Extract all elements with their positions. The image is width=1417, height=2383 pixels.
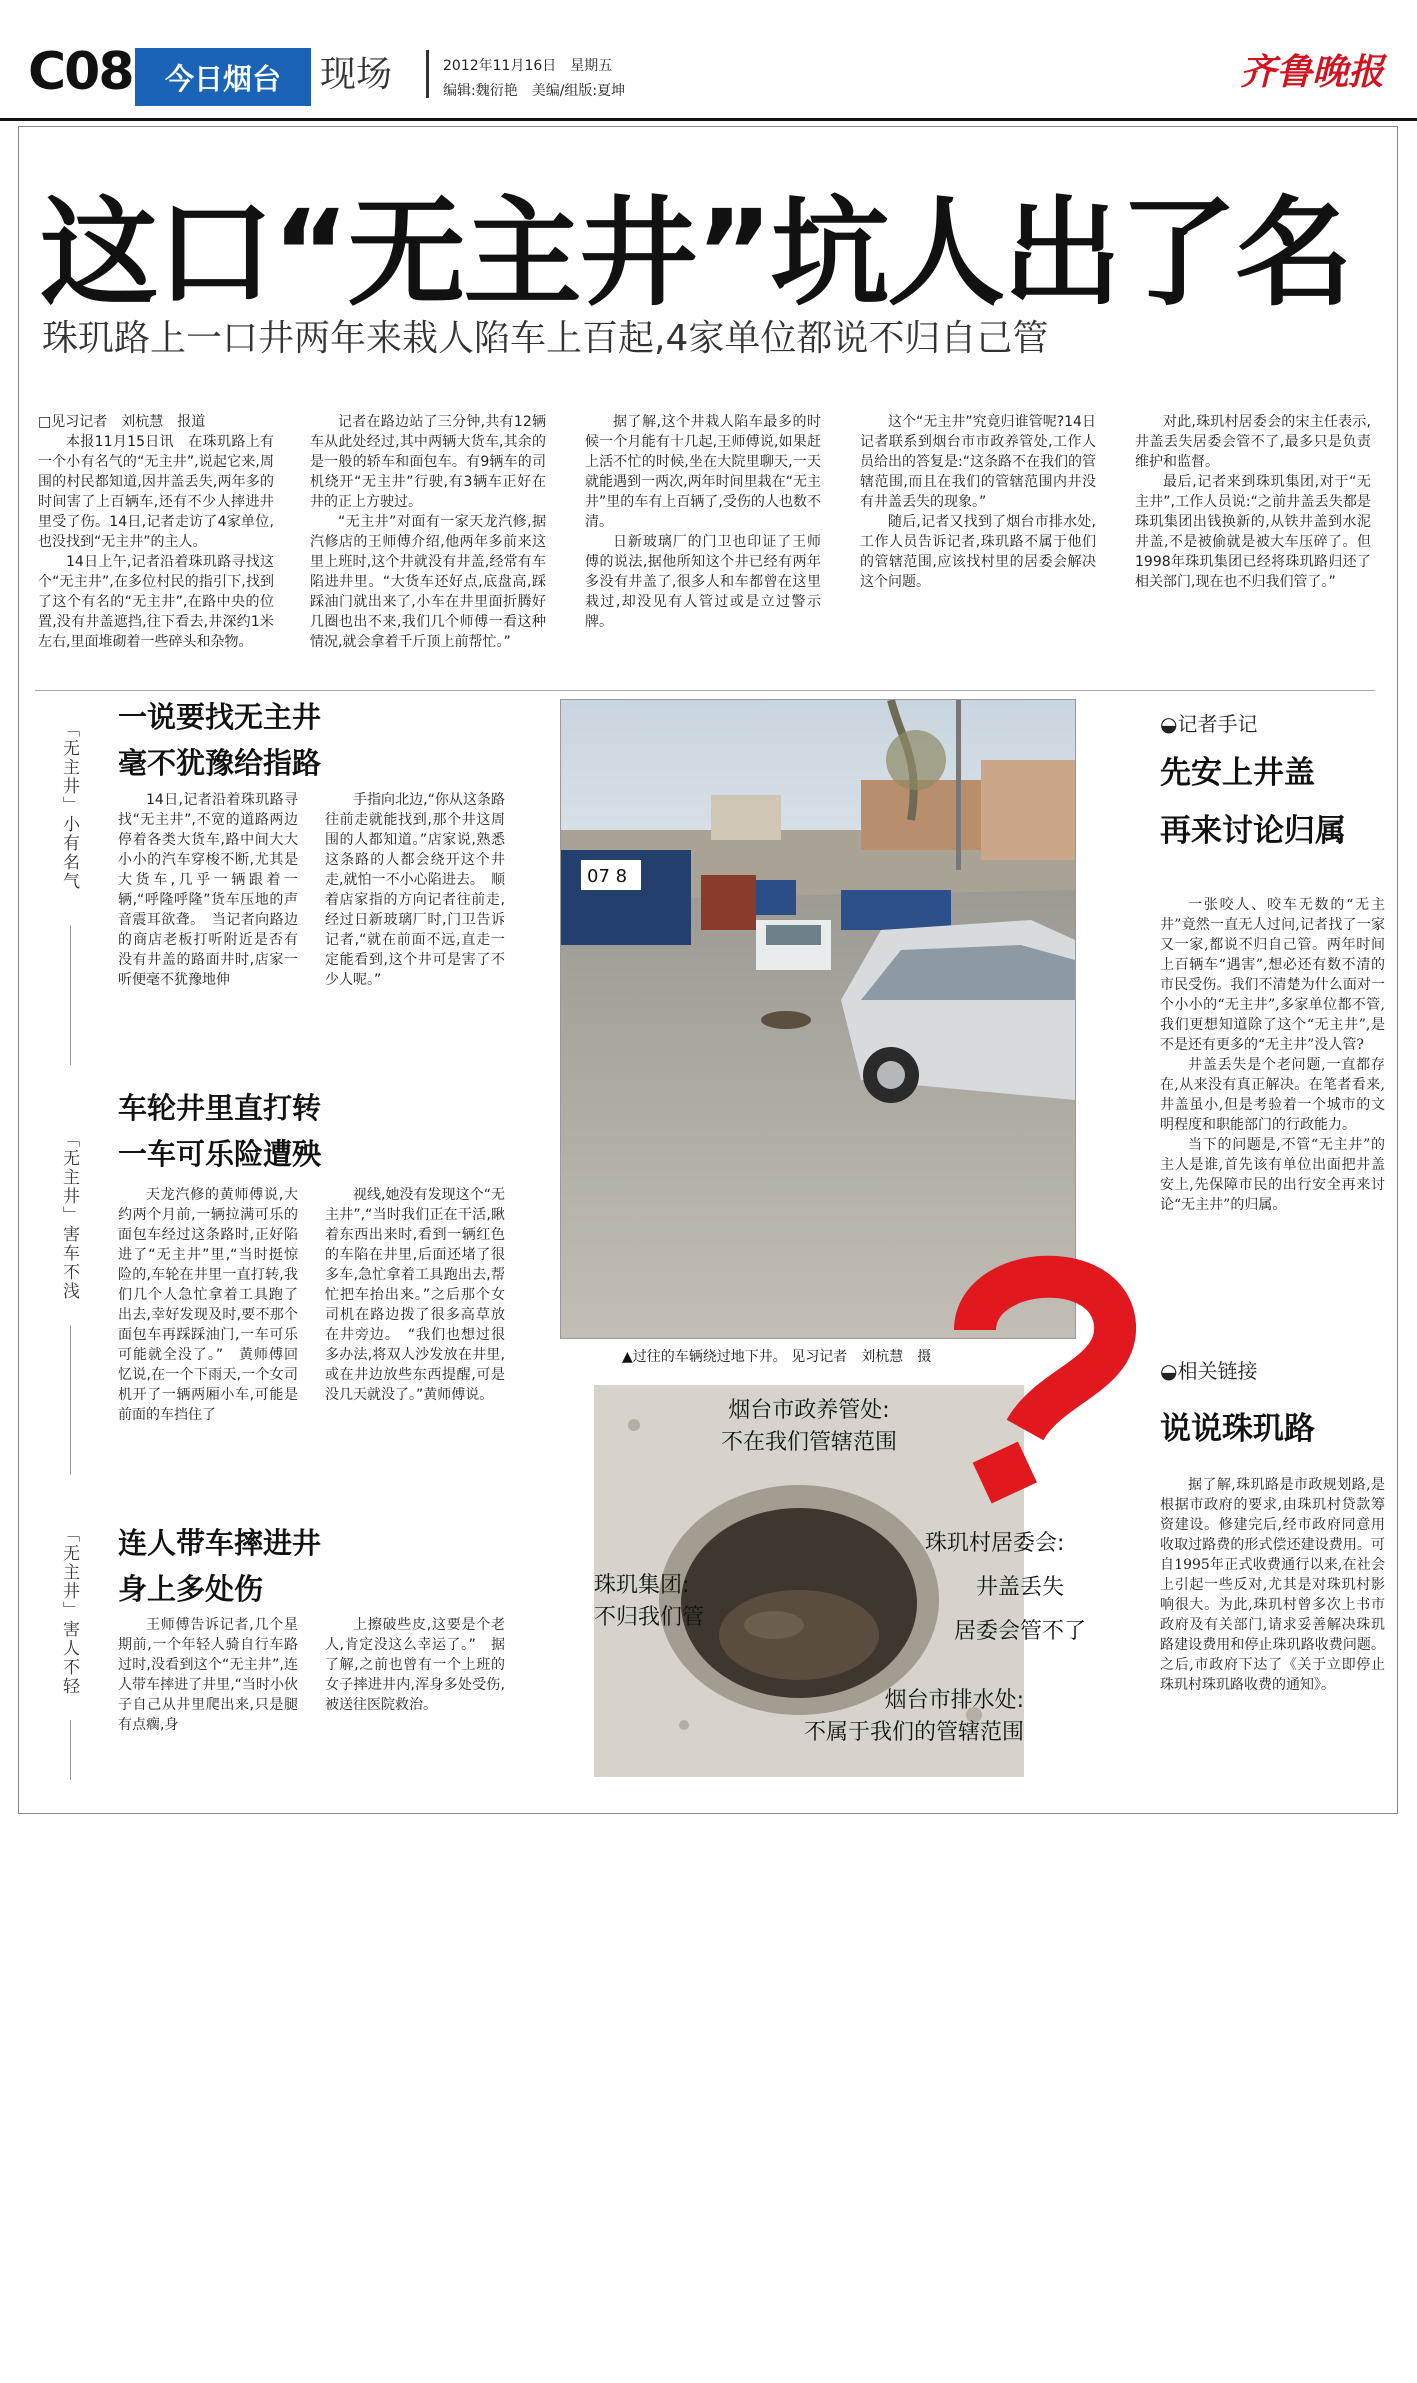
side-label-3: 「无主井」害人不轻: [59, 1525, 79, 1696]
page-number: C08: [28, 42, 133, 102]
section-title-line: 身上多处伤: [118, 1572, 264, 1606]
section-name: 现场: [320, 54, 393, 95]
note-tag: [1160, 708, 1257, 737]
truck-label: 07 8: [587, 866, 628, 887]
label-drainage-office: [784, 1685, 1024, 1749]
label-line: 不归我们管: [594, 1605, 705, 1630]
lead-paragraph: 据了解,这个井栽人陷车最多的时候一个月能有十几起,王师傅说,如果赶上活不忙的时候,坐在大院里聊天,一天就能遇到一两次,两年时间里栽在“无主井”里的车有上百辆了,受伤的人也数不清。: [585, 414, 821, 530]
header-divider: [426, 50, 429, 98]
lead-paragraph: 记者在路边站了三分钟,共有12辆车从此处经过,其中两辆大货车,其余的是一般的轿车和面包车。有9辆车的司机绕开“无主井”行驶,有3辆车正好在井的正上方驶过。: [310, 414, 546, 510]
section-1-col-1: [118, 790, 298, 1035]
section-title-line: 毫不犹豫给指路: [118, 746, 322, 780]
lead-column-1: [38, 412, 274, 672]
section-title-line: 连人带车摔进井: [118, 1526, 322, 1560]
section-3-col-1: [118, 1615, 298, 1775]
section-text: 手指向北边,“你从这条路往前走就能找到,那个井这周围的人都知道。”店家说,熟悉这条路的人都会绕开这个井走,就怕一不小心陷进去。 顺着店家指的方向记者往前走,经过日新玻璃厂时,门卫告诉记者,“就在前面不远,直走一定能看到,这个井可是害了不少人呢。”: [325, 792, 505, 988]
section-title-line: 车轮井里直打转: [118, 1091, 322, 1125]
circle-bullet-icon: ◒: [1160, 712, 1178, 736]
label-line: 珠玑村居委会:: [925, 1531, 1065, 1556]
issue-date: 2012年11月16日 星期五: [443, 58, 613, 74]
section-title-3: [118, 1520, 321, 1612]
side-rule: [70, 1325, 71, 1475]
label-line: 井盖丢失: [975, 1575, 1064, 1600]
side-label-2: 「无主井」害车不浅: [59, 1130, 79, 1301]
note-paragraph: 当下的问题是,不管“无主井”的主人是谁,首先该有单位出面把井盖安上,先保障市民的出行安全再来讨论“无主井”的归属。: [1160, 1137, 1385, 1213]
lead-paragraph: 14日上午,记者沿着珠玑路寻找这个“无主井”,在多位村民的指引下,找到了这个有名的“无主井”,在路中央的位置,没有井盖遮挡,往下看去,井深约1米左右,里面堆砌着一些碎头和杂物。: [38, 554, 274, 650]
lead-paragraph: 这个“无主井”究竟归谁管呢?14日记者联系到烟台市市政养管处,工作人员给出的答复是:“这条路不在我们的管辖范围,而且在我们的管辖范围内井没有井盖丢失的现象。”: [860, 414, 1096, 510]
section-text: 上擦破些皮,这要是个老人,肯定没这么幸运了。” 据了解,之前也曾有一个上班的女子摔进井内,浑身多处受伤,被送往医院救治。: [325, 1617, 505, 1713]
label-village-committee: [925, 1528, 1115, 1648]
byline: □见习记者 刘杭慧 报道: [38, 414, 206, 430]
circle-bullet-icon: ◒: [1160, 1359, 1178, 1383]
section-divider: [35, 690, 1375, 691]
note-title: [1160, 744, 1346, 860]
header-rule: [0, 118, 1417, 121]
lead-column-3: [585, 412, 821, 672]
section-2-col-1: [118, 1185, 298, 1505]
section-2-col-2: [325, 1185, 505, 1505]
street-photo-illustration: [561, 700, 1075, 1338]
side-label-1: 「无主井」小有名气: [59, 720, 79, 891]
section-title-line: 一说要找无主井: [118, 700, 322, 734]
link-paragraph: 据了解,珠玑路是市政规划路,是根据市政府的要求,由珠玑村贷款筹资建设。修建完后,经市政府同意用收取过路费的形式偿还建设费用。可自1995年正式收费通行以来,在社会上引起一些反对,尤其是对珠玑村影响很大。为此,珠玑村曾多次上书市政府及有关部门,请求妥善解决珠玑路建设费用和停止珠玑路收费问题。之后,市政府下达了《关于立即停止珠玑村珠玑路收费的通知》。: [1160, 1477, 1385, 1693]
question-mark-icon: [940, 1245, 1140, 1515]
newspaper-logo: 齐鲁晚报: [1240, 51, 1385, 93]
note-title-line: 先安上井盖: [1160, 755, 1315, 791]
subheadline: 珠玑路上一口井两年来栽人陷车上百起,4家单位都说不归自己管: [42, 318, 1049, 359]
section-badge: 今日烟台: [135, 48, 311, 106]
section-text: 天龙汽修的黄师傅说,大约两个月前,一辆拉满可乐的面包车经过这条路时,正好陷进了“无主井”里,“当时挺惊险的,车轮在井里一直打转,我们几个人急忙拿着工具跑了出去,幸好发现及时,要不那个面包车再踩踩油门,一车可乐可能就全没了。” 黄师傅回忆说,在一个下雨天,一个女司机开了一辆两厢小车,可能是前面的车挡住了: [118, 1187, 298, 1423]
label-line: 居委会管不了: [953, 1619, 1086, 1644]
note-title-line: 再来讨论归属: [1160, 813, 1346, 849]
link-tag-text: 相关链接: [1177, 1359, 1258, 1383]
street-photo: [560, 699, 1076, 1339]
lead-paragraph: 本报11月15日讯 在珠玑路上有一个小有名气的“无主井”,说起它来,周围的村民都知道,因井盖丢失,两年多的时间害了上百辆车,还有不少人摔进井里受了伤。14日,记者走访了4家单位,也没找到“无主井”的主人。: [38, 434, 274, 550]
label-line: 不在我们管辖范围: [720, 1430, 897, 1455]
note-paragraph: 一张咬人、咬车无数的“无主井”竟然一直无人过问,记者找了一家又一家,都说不归自己管。两年时间上百辆车“遇害”,想必还有数不清的市民受伤。我们不清楚为什么面对一个小小的“无主井”,多家单位都不管,我们更想知道除了这个“无主井”,是不是还有更多的“无主井”没人管?: [1160, 897, 1385, 1053]
label-line: 珠玑集团:: [594, 1573, 690, 1598]
lead-paragraph: 对此,珠玑村居委会的宋主任表示,井盖丢失居委会管不了,最多只是负责维护和监督。: [1135, 414, 1371, 470]
lead-column-4: [860, 412, 1096, 672]
side-rule: [70, 1720, 71, 1780]
link-body: [1160, 1475, 1385, 1775]
lead-paragraph: 随后,记者又找到了烟台市排水处,工作人员告诉记者,珠玑路不属于他们的管辖范围,应该找村里的居委会解决这个问题。: [860, 514, 1096, 590]
section-title-2: [118, 1085, 321, 1177]
lead-paragraph: 日新玻璃厂的门卫也印证了王师傅的说法,据他所知这个井已经有两年多没有井盖了,很多人和车都曾在这里栽过,却没见有人管过或是立过警示牌。: [585, 534, 821, 630]
label-line: 不属于我们的管辖范围: [803, 1720, 1024, 1745]
lead-paragraph: “无主井”对面有一家天龙汽修,据汽修店的王师傅介绍,他两年多前来这里上班时,这个井就没有井盖,经常有车陷进井里。“大货车还好点,底盘高,踩踩油门就出来了,小车在井里面折腾好几圈也出不来,我们几个师傅一看这种情况,就会拿着千斤顶上前帮忙。”: [310, 514, 546, 650]
section-3-col-2: [325, 1615, 505, 1775]
link-title: 说说珠玑路: [1160, 1411, 1315, 1447]
lead-column-5: [1135, 412, 1371, 672]
label-line: 烟台市政养管处:: [728, 1398, 890, 1423]
label-municipal-office: [649, 1395, 969, 1459]
photo-caption: ▲过往的车辆绕过地下井。 见习记者 刘杭慧 摄: [622, 1349, 932, 1365]
note-tag-text: 记者手记: [1177, 712, 1258, 736]
side-rule: [70, 925, 71, 1065]
lead-paragraph: 最后,记者来到珠玑集团,对于“无主井”,工作人员说:“之前井盖丢失都是珠玑集团出钱换新的,从铁井盖到水泥井盖,不是被偷就是被大车压碎了。但1998年珠玑集团已经将珠玑路归还了相关部门,现在也不归我们管了。”: [1135, 474, 1371, 590]
section-title-1: [118, 694, 321, 786]
section-text: 视线,她没有发现这个“无主井”,“当时我们正在干活,瞅着东西出来时,看到一辆红色的车陷在井里,后面还堵了很多车,急忙拿着工具跑出去,帮忙把车抬出来。”之后那个女司机在路边拨了很多高草放在井旁边。 “我们也想过很多办法,将双人沙发放在井里,或在井边放些东西提醒,可是没几天就没了。”黄师傅说。: [325, 1187, 505, 1403]
link-tag: [1160, 1355, 1257, 1384]
headline: 这口“无主井”坑人出了名: [40, 184, 1352, 322]
section-1-col-2: [325, 790, 505, 1035]
section-title-line: 一车可乐险遭殃: [118, 1137, 322, 1171]
section-text: 14日,记者沿着珠玑路寻找“无主井”,不宽的道路两边停着各类大货车,路中间大大小小的汽车穿梭不断,尤其是大货车,几乎一辆跟着一辆,“呼隆呼隆”货车压地的声音震耳欲聋。 当记者向路边的商店老板打听附近是否有没有井盖的路面井时,店家一听便毫不犹豫地伸: [118, 792, 298, 988]
label-line: 烟台市排水处:: [884, 1688, 1024, 1713]
note-body: [1160, 895, 1385, 1315]
note-paragraph: 井盖丢失是个老问题,一直都存在,从来没有真正解决。在笔者看来,井盖虽小,但是考验着一个城市的文明程度和职能部门的行政能力。: [1160, 1057, 1385, 1133]
section-text: 王师傅告诉记者,几个星期前,一个年轻人骑自行车路过时,没看到这个“无主井”,连人带车摔进了井里,“当时小伙子自己从井里爬出来,只是腿有点瘸,身: [118, 1617, 298, 1733]
editor-credits: 编辑:魏衍艳 美编/组版:夏坤: [443, 83, 626, 99]
label-zhuji-group: [594, 1570, 734, 1634]
lead-column-2: [310, 412, 546, 672]
